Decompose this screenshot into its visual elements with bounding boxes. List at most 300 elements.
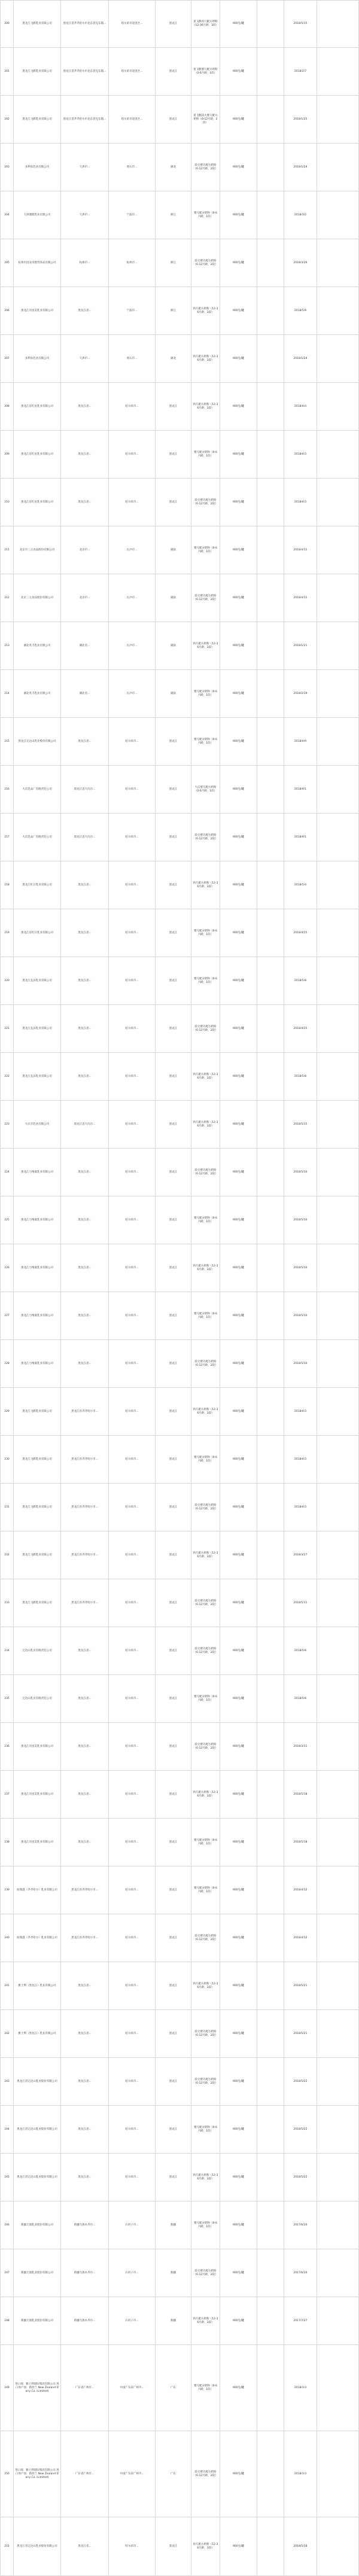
certificate-cell	[257, 1292, 284, 1339]
row-number-cell: 227	[0, 1292, 14, 1339]
row-number-cell: 203	[0, 144, 14, 191]
row-number-cell: 225	[0, 1196, 14, 1244]
province-cell: 黑龙江	[156, 957, 191, 1004]
certificate-cell	[257, 622, 284, 669]
production-address-cell: 长沙市...	[109, 574, 156, 622]
company-name-cell: 黑龙江贝因美乳业有限公司	[14, 287, 61, 334]
product-name-cell: 较大婴儿配方奶粉（6-12月龄，2段）	[191, 2431, 220, 2517]
product-name-cell: 婴儿配方奶粉（0-6月龄，1段）	[191, 2345, 220, 2431]
province-cell: 黑龙江	[156, 1436, 191, 1483]
certificate-cell	[257, 1053, 284, 1100]
product-name-cell: 较大婴儿配方奶粉（6-12月龄，2段）	[191, 2010, 220, 2057]
company-address-cell: 黑龙江省...	[61, 1819, 109, 1866]
specification-cell: 900克/罐	[220, 2517, 257, 2575]
production-address-cell: 哈尔滨市...	[109, 1244, 156, 1292]
product-name-cell: 婴儿配方奶粉（0-6月龄，1段）	[191, 2202, 220, 2249]
table-row	[0, 1962, 359, 2010]
row-number-cell: 251	[0, 2517, 14, 2575]
specification-cell: 900克/罐	[220, 383, 257, 430]
certificate-cell	[257, 2010, 284, 2057]
company-name-cell: 黑龙江红日乳业有限公司	[14, 861, 61, 909]
certificate-cell	[257, 2345, 284, 2431]
product-name-cell: 较大婴儿配方奶粉（6-12月龄，2段）	[191, 1627, 220, 1674]
product-name-cell: 幼儿配方奶粉（12-36月龄，3段）	[191, 2517, 220, 2575]
production-date-cell: 2018/5/18	[284, 2517, 317, 2575]
table-row	[0, 2431, 359, 2517]
product-name-cell: 幼儿配方奶粉（12-36月龄，3段）	[191, 335, 220, 382]
production-date-cell: 2017/6/20	[284, 2202, 317, 2249]
company-name-cell: 黑龙江省红星乳业有限公司	[14, 383, 61, 430]
table-row	[0, 526, 359, 574]
date-tail-cell	[317, 1531, 359, 1579]
production-address-cell: 哈尔滨市...	[109, 957, 156, 1004]
certificate-cell	[257, 96, 284, 143]
company-address-cell: 黑龙江省齐齐哈尔市...	[61, 1914, 109, 1962]
company-name-cell: 黑龙江力维康乳业有限公司	[14, 1244, 61, 1292]
specification-cell: 900克/罐	[220, 766, 257, 813]
production-date-cell: 2018/3/2	[284, 191, 317, 239]
production-date-cell: 2018/4/4	[284, 383, 317, 430]
production-address-cell: 哈尔滨市...	[109, 1579, 156, 1627]
company-address-cell: 黑龙江省齐齐哈尔市...	[61, 1866, 109, 1914]
production-date-cell: 2018/5/22	[284, 2058, 317, 2105]
production-address-cell: 哈尔滨市...	[109, 2010, 156, 2057]
product-name-cell: 大庆婴儿配方奶粉（0-6月龄，1段）	[191, 766, 220, 813]
certificate-cell	[257, 1340, 284, 1387]
table-row	[0, 1005, 359, 1053]
date-tail-cell	[317, 2249, 359, 2297]
product-name-cell: 幼儿配方奶粉（12-36月龄，3段）	[191, 1531, 220, 1579]
company-name-cell: 进口商：雅士利国际集团有限公司 进口原产国：新西兰 New Zealand Dairy Co. (Limited)	[14, 2345, 61, 2431]
row-number-cell: 236	[0, 1723, 14, 1770]
certificate-cell	[257, 2431, 284, 2517]
province-cell: 广东	[156, 2431, 191, 2517]
table-row	[0, 96, 359, 144]
production-date-cell: 2018/5/6	[284, 1675, 317, 1722]
company-address-cell: 黑龙江省大庆市...	[61, 766, 109, 813]
row-number-cell: 210	[0, 479, 14, 526]
certificate-cell	[257, 1244, 284, 1292]
row-number-cell: 242	[0, 2010, 14, 2057]
company-address-cell: 黑龙江省...	[61, 1292, 109, 1339]
company-name-cell: 雅士利（黑龙江）乳业有限公司	[14, 1962, 61, 2009]
certificate-cell	[257, 1101, 284, 1148]
certificate-cell	[257, 1484, 284, 1531]
specification-cell: 900克/罐	[220, 814, 257, 861]
company-name-cell: 黑龙江省完达山乳业股份有限公司	[14, 2106, 61, 2153]
production-date-cell: 2018/4/3	[284, 431, 317, 478]
date-tail-cell	[317, 479, 359, 526]
province-cell: 黑龙江	[156, 1149, 191, 1196]
row-number-cell: 217	[0, 814, 14, 861]
production-date-cell: 2018/5/18	[284, 1819, 317, 1866]
production-address-cell: 哈尔滨市...	[109, 909, 156, 957]
production-address-cell: 长沙市...	[109, 670, 156, 717]
row-number-cell: 237	[0, 1771, 14, 1818]
production-date-cell: 2018/5/10	[284, 1244, 317, 1292]
specification-cell: 900克/罐	[220, 1723, 257, 1770]
date-tail-cell	[317, 957, 359, 1004]
production-address-cell: 石河子市...	[109, 2297, 156, 2344]
product-name-cell: 婴儿配方奶粉（0-6月龄，1段）	[191, 670, 220, 717]
product-name-cell: 较大婴儿配方奶粉（6-12月龄，2段）	[191, 1340, 220, 1387]
date-tail-cell	[317, 1149, 359, 1196]
certificate-cell	[257, 1675, 284, 1722]
certificate-cell	[257, 1771, 284, 1818]
company-address-cell: 黑龙江省...	[61, 1771, 109, 1818]
row-number-cell: 216	[0, 766, 14, 813]
company-address-cell: 杭州市...	[61, 239, 109, 287]
company-address-cell: 黑龙江省齐齐哈尔市...	[61, 1484, 109, 1531]
date-tail-cell	[317, 861, 359, 909]
row-number-cell: 213	[0, 622, 14, 669]
date-tail-cell	[317, 766, 359, 813]
date-tail-cell	[317, 335, 359, 382]
row-number-cell: 206	[0, 287, 14, 334]
province-cell: 黑龙江	[156, 1005, 191, 1052]
table-row	[0, 1723, 359, 1771]
production-address-cell: 石河子市...	[109, 2202, 156, 2249]
table-row	[0, 1675, 359, 1723]
date-tail-cell	[317, 1627, 359, 1674]
production-date-cell: 2018/3/27	[284, 1531, 317, 1579]
company-name-cell: 黑龙江完达山乳业股份有限公司	[14, 718, 61, 765]
table-row	[0, 239, 359, 287]
specification-cell: 900克/罐	[220, 2202, 257, 2249]
province-cell: 黑龙江	[156, 1771, 191, 1818]
specification-cell: 900克/罐	[220, 1866, 257, 1914]
company-name-cell: 黑龙江省完达山乳业股份有限公司	[14, 2154, 61, 2201]
product-name-cell: 幼儿配方奶粉（12-36月龄，3段）	[191, 1388, 220, 1435]
date-tail-cell	[317, 191, 359, 239]
specification-cell: 900克/罐	[220, 670, 257, 717]
province-cell: 黑龙江	[156, 96, 191, 143]
date-tail-cell	[317, 2106, 359, 2153]
product-name-cell: 较大婴儿配方奶粉（6-12月龄，2段）	[191, 1149, 220, 1196]
product-name-cell: 婴儿配方奶粉（0-6月龄，1段）	[191, 191, 220, 239]
company-address-cell: 黑龙江省...	[61, 383, 109, 430]
company-name-cell: 北京市三元食品股份有限公司	[14, 526, 61, 574]
certificate-cell	[257, 2154, 284, 2201]
date-tail-cell	[317, 1771, 359, 1818]
company-address-cell: 黑龙江省...	[61, 2058, 109, 2105]
specification-cell: 900克/罐	[220, 574, 257, 622]
province-cell: 湖南	[156, 526, 191, 574]
product-name-cell: 幼儿配方奶粉（12-36月龄，3段）	[191, 2154, 220, 2201]
certificate-cell	[257, 718, 284, 765]
production-date-cell: 2017/6/20	[284, 2249, 317, 2297]
table-row	[0, 1436, 359, 1484]
company-address-cell: 黑龙江省...	[61, 2010, 109, 2057]
certificate-cell	[257, 957, 284, 1004]
certificate-cell	[257, 814, 284, 861]
production-address-cell: 哈尔滨市...	[109, 1914, 156, 1962]
product-name-cell: 较大婴儿配方奶粉（6-12月龄，2段）	[191, 2249, 220, 2297]
province-cell: 黑龙江	[156, 2058, 191, 2105]
product-name-cell: 较大婴儿配方奶粉（6-12月龄，2段）	[191, 479, 220, 526]
production-address-cell: 中国广东省广州市...	[109, 2345, 156, 2431]
province-cell: 黑龙江	[156, 1244, 191, 1292]
province-cell: 黑龙江	[156, 2154, 191, 2201]
certificate-cell	[257, 2202, 284, 2249]
date-tail-cell	[317, 287, 359, 334]
province-cell: 黑龙江	[156, 1388, 191, 1435]
company-address-cell: 黑龙江省齐齐哈尔市克东县克东镇...	[61, 96, 109, 143]
production-address-cell: 哈尔滨市...	[109, 1196, 156, 1244]
company-name-cell: 新疆天润乳业股份有限公司	[14, 2297, 61, 2344]
product-name-cell: 婴儿配方奶粉（0-6月龄，1段）	[191, 2106, 220, 2153]
production-address-cell: 哈尔滨市...	[109, 1149, 156, 1196]
certificate-cell	[257, 0, 284, 47]
production-date-cell: 2017/7/27	[284, 2297, 317, 2344]
province-cell: 黑龙江	[156, 2517, 191, 2575]
specification-cell: 900克/罐	[220, 622, 257, 669]
date-tail-cell	[317, 2517, 359, 2575]
production-address-cell: 宁波市...	[109, 287, 156, 334]
date-tail-cell	[317, 1723, 359, 1770]
production-address-cell: 哈尔滨市...	[109, 1340, 156, 1387]
product-name-cell: 幼儿配方奶粉（12-36月龄，3段）	[191, 1053, 220, 1100]
province-cell: 黑龙江	[156, 431, 191, 478]
table-row	[0, 48, 359, 96]
table-row	[0, 2297, 359, 2345]
company-name-cell: 北京三元食品股份有限公司	[14, 574, 61, 622]
date-tail-cell	[317, 1292, 359, 1339]
company-address-cell: 黑龙江省齐齐哈尔市克东县克东镇...	[61, 48, 109, 95]
table-row	[0, 1771, 359, 1819]
table-row	[0, 2058, 359, 2106]
specification-cell: 900克/罐	[220, 1531, 257, 1579]
company-address-cell: 黑龙江省...	[61, 861, 109, 909]
province-cell: 黑龙江	[156, 0, 191, 47]
production-address-cell: 哈尔滨市...	[109, 766, 156, 813]
certificate-cell	[257, 1149, 284, 1196]
row-number-cell: 209	[0, 431, 14, 478]
row-number-cell: 220	[0, 957, 14, 1004]
date-tail-cell	[317, 622, 359, 669]
production-date-cell: 2018/4/9	[284, 718, 317, 765]
table-row	[0, 2154, 359, 2202]
production-address-cell: 哈尔滨市...	[109, 1484, 156, 1531]
production-address-cell: 哈尔滨市...	[109, 861, 156, 909]
product-name-cell: 较大婴儿配方奶粉（6-12月龄，2段）	[191, 2058, 220, 2105]
production-address-cell: 哈尔滨市道里区...	[109, 96, 156, 143]
product-name-cell: 婴儿配方奶粉（0-6月龄，1段）	[191, 1292, 220, 1339]
company-name-cell: 大庆乳品厂有限责任公司	[14, 766, 61, 813]
certificate-cell	[257, 48, 284, 95]
product-name-cell: 婴儿配方奶粉（0-6月龄，1段）	[191, 957, 220, 1004]
province-cell: 黑龙江	[156, 1340, 191, 1387]
product-name-cell: 幼儿配方奶粉（12-36月龄，3段）	[191, 287, 220, 334]
row-number-cell: 222	[0, 1053, 14, 1100]
production-address-cell: 哈尔滨市...	[109, 1292, 156, 1339]
province-cell: 湖北	[156, 144, 191, 191]
row-number-cell: 232	[0, 1531, 14, 1579]
specification-cell: 900克/罐	[220, 1292, 257, 1339]
province-cell: 黑龙江	[156, 814, 191, 861]
certificate-cell	[257, 2106, 284, 2153]
production-date-cell: 2018/4/3	[284, 1388, 317, 1435]
company-name-cell: 黑龙江力维康乳业有限公司	[14, 1340, 61, 1387]
production-address-cell: 哈尔滨市...	[109, 1819, 156, 1866]
row-number-cell: 249	[0, 2345, 14, 2431]
table-row	[0, 144, 359, 191]
province-cell: 黑龙江	[156, 1962, 191, 2009]
certificate-cell	[257, 2297, 284, 2344]
company-name-cell: 湖北兆丰乳业有限公司	[14, 622, 61, 669]
certificate-cell	[257, 1388, 284, 1435]
certificate-cell	[257, 861, 284, 909]
province-cell: 黑龙江	[156, 48, 191, 95]
date-tail-cell	[317, 2202, 359, 2249]
row-number-cell: 205	[0, 239, 14, 287]
date-tail-cell	[317, 574, 359, 622]
production-date-cell: 2018/5/10	[284, 1340, 317, 1387]
certificate-cell	[257, 191, 284, 239]
company-address-cell: 黑龙江省...	[61, 1723, 109, 1770]
company-address-cell: 湖北省...	[61, 622, 109, 669]
product-name-cell: 幼儿配方奶粉（12-36月龄，3段）	[191, 861, 220, 909]
production-address-cell: 哈尔滨市...	[109, 1531, 156, 1579]
product-name-cell: 婴儿配方奶粉（0-6月龄，1段）	[191, 909, 220, 957]
date-tail-cell	[317, 1053, 359, 1100]
production-address-cell: 石河子市...	[109, 2249, 156, 2297]
company-name-cell: 新疆天润乳业股份有限公司	[14, 2202, 61, 2249]
production-date-cell: 2018/5/9	[284, 287, 317, 334]
province-cell: 湖南	[156, 574, 191, 622]
specification-cell: 900克/罐	[220, 1484, 257, 1531]
province-cell: 黑龙江	[156, 2010, 191, 2057]
table-row	[0, 718, 359, 766]
production-address-cell: 杭州市...	[109, 239, 156, 287]
province-cell: 黑龙江	[156, 1723, 191, 1770]
product-name-cell: 较大婴儿配方奶粉（6-12月龄，2段）	[191, 239, 220, 287]
company-name-cell: 黑龙江贝因美乳业有限公司	[14, 1771, 61, 1818]
specification-cell: 900克/罐	[220, 2010, 257, 2057]
row-number-cell: 238	[0, 1819, 14, 1866]
certificate-cell	[257, 526, 284, 574]
product-name-cell: 幼儿配方奶粉（12-36月龄，3段）	[191, 1244, 220, 1292]
date-tail-cell	[317, 144, 359, 191]
specification-cell: 900克/罐	[220, 957, 257, 1004]
province-cell: 黑龙江	[156, 1101, 191, 1148]
table-row	[0, 1388, 359, 1436]
specification-cell: 900克/罐	[220, 2345, 257, 2431]
province-cell: 黑龙江	[156, 861, 191, 909]
production-date-cell: 2018/4/3	[284, 1436, 317, 1483]
specification-cell: 900克/罐	[220, 1244, 257, 1292]
province-cell: 浙江	[156, 191, 191, 239]
product-name-cell: 较大婴儿配方奶粉（6-12月龄，2段）	[191, 1005, 220, 1052]
province-cell: 湖南	[156, 622, 191, 669]
certificate-cell	[257, 909, 284, 957]
product-name-cell: 较大婴儿配方奶粉（6-12月龄，2段）	[191, 144, 220, 191]
specification-cell: 900克/罐	[220, 1436, 257, 1483]
company-name-cell: 进口商：雅士利国际集团有限公司 进口原产国：新西兰 New Zealand Dairy Co. (Limited)	[14, 2431, 61, 2517]
product-name-cell: 婴儿配方奶粉（0-6月龄，1段）	[191, 1196, 220, 1244]
company-address-cell: 北京市...	[61, 526, 109, 574]
table-row	[0, 814, 359, 861]
company-name-cell: 杭州贝因美母婴营养品有限公司	[14, 239, 61, 287]
row-number-cell: 243	[0, 2058, 14, 2105]
company-address-cell: 黑龙江省齐齐哈尔市...	[61, 1436, 109, 1483]
row-number-cell: 201	[0, 48, 14, 95]
date-tail-cell	[317, 1675, 359, 1722]
date-tail-cell	[317, 48, 359, 95]
certificate-cell	[257, 1436, 284, 1483]
table-row	[0, 0, 359, 48]
production-address-cell: 哈尔滨市...	[109, 2154, 156, 2201]
date-tail-cell	[317, 718, 359, 765]
specification-cell: 900克/罐	[220, 2154, 257, 2201]
date-tail-cell	[317, 1196, 359, 1244]
company-name-cell: 黑龙江贝因美乳业有限公司	[14, 1819, 61, 1866]
production-address-cell: 哈尔滨市...	[109, 1723, 156, 1770]
company-name-cell: 黑龙江飞鹤乳业有限公司	[14, 1579, 61, 1627]
production-address-cell: 长沙市...	[109, 526, 156, 574]
date-tail-cell	[317, 431, 359, 478]
production-address-cell: 长沙市...	[109, 622, 156, 669]
production-date-cell: 2018/2/19	[284, 670, 317, 717]
date-tail-cell	[317, 2058, 359, 2105]
production-date-cell: 2018/4/1	[284, 814, 317, 861]
company-address-cell: 黑龙江省...	[61, 479, 109, 526]
certificate-cell	[257, 144, 284, 191]
certificate-cell	[257, 1866, 284, 1914]
date-tail-cell	[317, 2010, 359, 2057]
table-row	[0, 1484, 359, 1531]
specification-cell: 900克/罐	[220, 2249, 257, 2297]
date-tail-cell	[317, 2431, 359, 2517]
production-date-cell: 2018/5/8	[284, 957, 317, 1004]
specification-cell: 900克/罐	[220, 526, 257, 574]
specification-cell: 900克/罐	[220, 335, 257, 382]
production-date-cell: 2018/2/7	[284, 48, 317, 95]
company-name-cell: 雅士利（黑龙江）乳业有限公司	[14, 2010, 61, 2057]
specification-cell: 900克/罐	[220, 1196, 257, 1244]
table-row	[0, 766, 359, 814]
certificate-cell	[257, 1579, 284, 1627]
production-address-cell: 哈尔滨市...	[109, 2106, 156, 2153]
row-number-cell: 229	[0, 1388, 14, 1435]
table-row	[0, 479, 359, 526]
table-row	[0, 1531, 359, 1579]
company-address-cell: 黑龙江省...	[61, 1244, 109, 1292]
production-date-cell: 2018/1/25	[284, 96, 317, 143]
production-date-cell: 2018/1/3	[284, 2431, 317, 2517]
company-address-cell: 黑龙江省...	[61, 1005, 109, 1052]
production-address-cell: 哈尔滨市...	[109, 1053, 156, 1100]
company-name-cell: 黑龙江省完达山乳业股份有限公司	[14, 2517, 61, 2575]
date-tail-cell	[317, 1866, 359, 1914]
production-address-cell: 哈尔滨市...	[109, 2058, 156, 2105]
production-date-cell: 2018/1/21	[284, 622, 317, 669]
table-row	[0, 670, 359, 718]
row-number-cell: 223	[0, 1101, 14, 1148]
province-cell: 黑龙江	[156, 1866, 191, 1914]
production-date-cell: 2018/1/24	[284, 335, 317, 382]
table-row	[0, 2106, 359, 2154]
certificate-cell	[257, 574, 284, 622]
production-date-cell: 2018/5/10	[284, 1196, 317, 1244]
company-address-cell: 黑龙江省...	[61, 1675, 109, 1722]
company-address-cell: 湖北省...	[61, 670, 109, 717]
table-row	[0, 1914, 359, 1962]
product-name-cell: 婴儿配方奶粉（0-6月龄，1段）	[191, 526, 220, 574]
province-cell: 新疆	[156, 2297, 191, 2344]
row-number-cell: 224	[0, 1149, 14, 1196]
table-row	[0, 1053, 359, 1101]
